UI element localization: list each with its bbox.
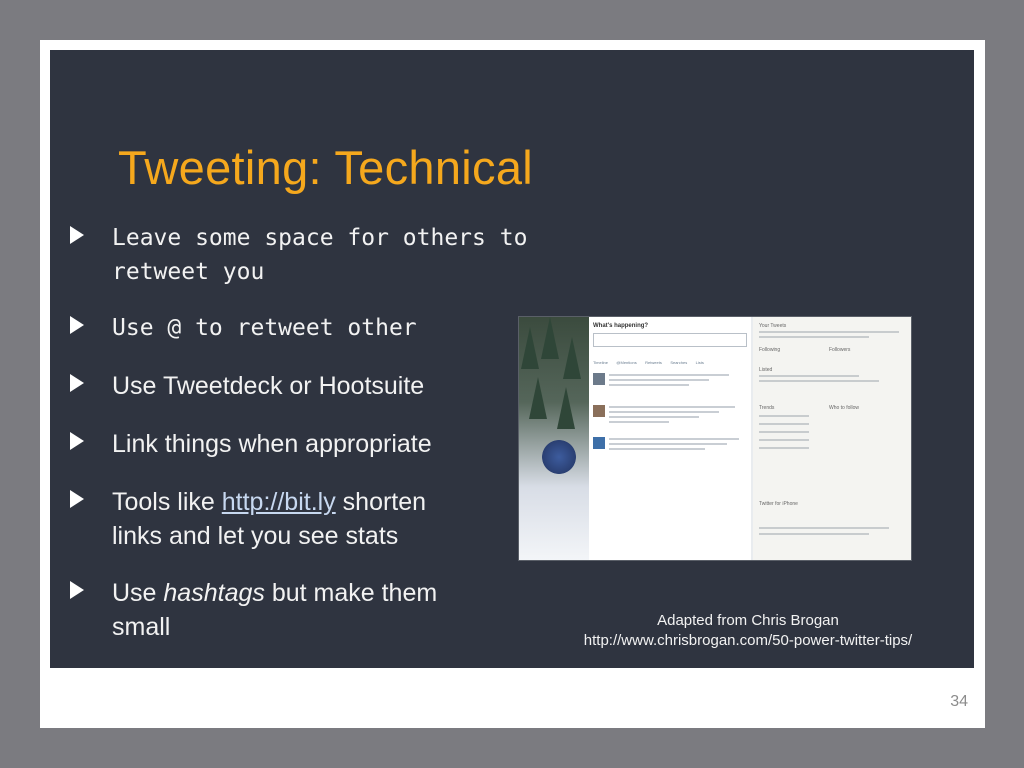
slide-title: Tweeting: Technical <box>118 141 534 194</box>
timeline-tabs: Timeline @Mentions Retweets Searches Lists <box>593 360 704 365</box>
bullet-text: Link things when appropriate <box>112 430 432 458</box>
snow-photo <box>519 317 589 560</box>
tweet-input-box <box>593 333 747 347</box>
caption-line: Adapted from Chris Brogan <box>657 612 839 629</box>
tweet-row <box>593 403 743 427</box>
caption-url: http://www.chrisbrogan.com/50-power-twitter-tips/ <box>583 632 913 649</box>
twitter-sidebar-panel: Your Tweets Following Followers Listed Trends Who to follow Twitter for iPhone <box>753 317 911 560</box>
bullet-arrow-icon <box>70 490 84 508</box>
bullet-text: retweet you <box>112 259 265 285</box>
whats-happening-label: What's happening? <box>593 323 649 329</box>
bullet-text: links and let you see stats <box>112 522 399 550</box>
bullet-arrow-icon <box>70 374 84 392</box>
tweet-row <box>593 435 743 459</box>
bullet-text: Leave some space for others to <box>112 225 528 251</box>
hiker-figure <box>537 437 577 487</box>
bullet-text: Use Tweetdeck or Hootsuite <box>112 372 425 400</box>
bullet-text-line: Use hashtags but make them <box>112 579 438 607</box>
page-number: 34 <box>950 693 968 710</box>
twitter-screenshot-image <box>518 316 912 561</box>
bullet-arrow-icon <box>70 226 84 244</box>
bullet-arrow-icon <box>70 432 84 450</box>
bullet-text-line: Tools like http://bit.ly shorten <box>112 488 427 516</box>
bullet-text: Use @ to retweet other <box>112 315 417 341</box>
bullet-arrow-icon <box>70 316 84 334</box>
image-credit-caption <box>560 611 936 651</box>
bullet-text: small <box>112 613 171 641</box>
bullet-arrow-icon <box>70 581 84 599</box>
twitter-timeline-panel <box>589 317 751 560</box>
tweet-row <box>593 371 743 395</box>
bitly-link[interactable]: http://bit.ly <box>221 488 336 516</box>
